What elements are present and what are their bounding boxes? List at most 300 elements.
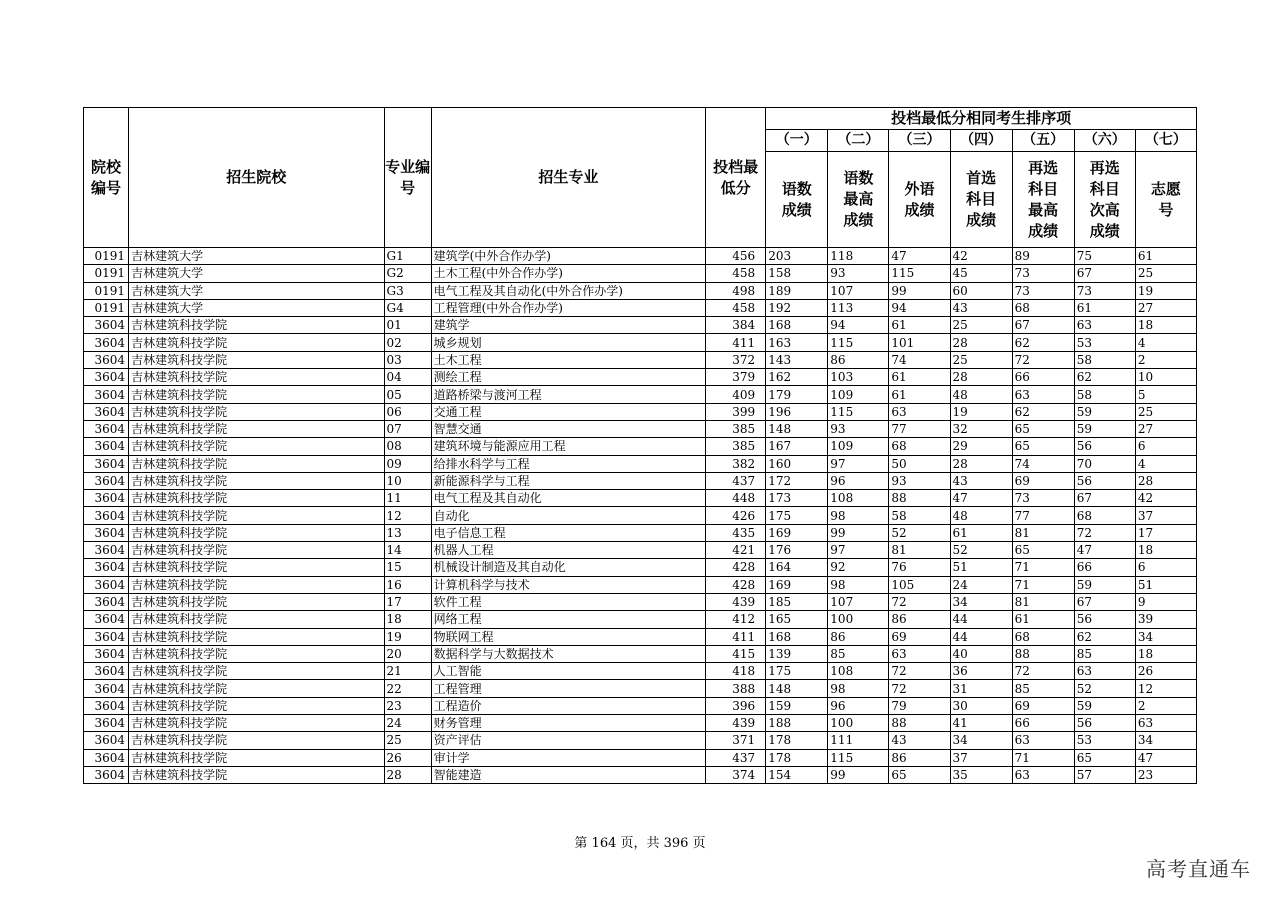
major-code-cell: 17 (384, 593, 431, 610)
score-elective-second-cell: 68 (1074, 507, 1135, 524)
score-foreign-language-cell: 94 (889, 299, 950, 316)
school-name-cell: 吉林建筑大学 (129, 248, 384, 265)
school-name-cell: 吉林建筑科技学院 (129, 611, 384, 628)
score-foreign-language-cell: 74 (889, 351, 950, 368)
volunteer-number-cell: 10 (1135, 369, 1196, 386)
score-foreign-language-cell: 99 (889, 282, 950, 299)
score-first-subject-cell: 30 (950, 697, 1012, 714)
school-name-cell: 吉林建筑科技学院 (129, 645, 384, 662)
score-elective-max-cell: 63 (1012, 732, 1074, 749)
score-chinese-math-max-cell: 93 (828, 265, 889, 282)
header-tie-break-title: 投档最低分相同考生排序项 (766, 108, 1197, 130)
score-chinese-math-cell: 169 (766, 576, 828, 593)
header-order-name: 再选科目最高成绩 (1012, 152, 1074, 248)
school-name-cell: 吉林建筑科技学院 (129, 351, 384, 368)
volunteer-number-cell: 51 (1135, 576, 1196, 593)
min-score-cell: 458 (706, 299, 766, 316)
min-score-cell: 388 (706, 680, 766, 697)
min-score-cell: 428 (706, 559, 766, 576)
score-chinese-math-max-cell: 103 (828, 369, 889, 386)
min-score-cell: 448 (706, 490, 766, 507)
score-foreign-language-cell: 63 (889, 403, 950, 420)
min-score-cell: 409 (706, 386, 766, 403)
major-code-cell: 05 (384, 386, 431, 403)
volunteer-number-cell: 61 (1135, 248, 1196, 265)
major-name-cell: 城乡规划 (431, 334, 705, 351)
header-order-label: （四） (950, 130, 1012, 152)
school-code-cell: 3604 (84, 645, 129, 662)
volunteer-number-cell: 63 (1135, 715, 1196, 732)
major-code-cell: 07 (384, 420, 431, 437)
score-foreign-language-cell: 58 (889, 507, 950, 524)
major-code-cell: 19 (384, 628, 431, 645)
score-elective-max-cell: 65 (1012, 420, 1074, 437)
major-code-cell: 21 (384, 663, 431, 680)
header-order-name: 语数成绩 (766, 152, 828, 248)
volunteer-number-cell: 34 (1135, 732, 1196, 749)
score-first-subject-cell: 60 (950, 282, 1012, 299)
score-chinese-math-max-cell: 107 (828, 282, 889, 299)
score-first-subject-cell: 36 (950, 663, 1012, 680)
score-foreign-language-cell: 43 (889, 732, 950, 749)
table-row (84, 697, 1197, 714)
header-order-name: 语数最高成绩 (828, 152, 889, 248)
admission-table-container (83, 107, 1197, 784)
score-elective-max-cell: 69 (1012, 472, 1074, 489)
score-elective-max-cell: 66 (1012, 715, 1074, 732)
score-elective-second-cell: 59 (1074, 576, 1135, 593)
major-code-cell: 23 (384, 697, 431, 714)
major-code-cell: 24 (384, 715, 431, 732)
score-foreign-language-cell: 93 (889, 472, 950, 489)
school-name-cell: 吉林建筑科技学院 (129, 420, 384, 437)
score-chinese-math-max-cell: 109 (828, 386, 889, 403)
score-elective-second-cell: 56 (1074, 472, 1135, 489)
score-chinese-math-max-cell: 115 (828, 403, 889, 420)
score-chinese-math-cell: 148 (766, 680, 828, 697)
school-name-cell: 吉林建筑科技学院 (129, 593, 384, 610)
score-elective-max-cell: 77 (1012, 507, 1074, 524)
score-elective-max-cell: 72 (1012, 351, 1074, 368)
major-code-cell: G4 (384, 299, 431, 316)
major-name-cell: 智能建造 (431, 766, 705, 783)
major-name-cell: 建筑环境与能源应用工程 (431, 438, 705, 455)
major-code-cell: 03 (384, 351, 431, 368)
min-score-cell: 396 (706, 697, 766, 714)
school-code-cell: 3604 (84, 334, 129, 351)
score-first-subject-cell: 29 (950, 438, 1012, 455)
score-chinese-math-cell: 159 (766, 697, 828, 714)
table-row (84, 663, 1197, 680)
min-score-cell: 456 (706, 248, 766, 265)
score-foreign-language-cell: 76 (889, 559, 950, 576)
volunteer-number-cell: 6 (1135, 438, 1196, 455)
table-row (84, 766, 1197, 783)
score-elective-second-cell: 65 (1074, 749, 1135, 766)
major-name-cell: 工程造价 (431, 697, 705, 714)
score-elective-second-cell: 75 (1074, 248, 1135, 265)
major-code-cell: 12 (384, 507, 431, 524)
major-name-cell: 建筑学(中外合作办学) (431, 248, 705, 265)
score-foreign-language-cell: 81 (889, 542, 950, 559)
header-order-name: 志愿号 (1135, 152, 1196, 248)
score-foreign-language-cell: 79 (889, 697, 950, 714)
score-elective-second-cell: 62 (1074, 369, 1135, 386)
score-foreign-language-cell: 115 (889, 265, 950, 282)
score-elective-second-cell: 53 (1074, 334, 1135, 351)
score-elective-second-cell: 59 (1074, 403, 1135, 420)
score-foreign-language-cell: 61 (889, 369, 950, 386)
min-score-cell: 379 (706, 369, 766, 386)
score-elective-second-cell: 47 (1074, 542, 1135, 559)
header-order-label: （六） (1074, 130, 1135, 152)
min-score-cell: 435 (706, 524, 766, 541)
watermark: 高考直通车 (1146, 857, 1251, 881)
score-chinese-math-cell: 172 (766, 472, 828, 489)
school-name-cell: 吉林建筑科技学院 (129, 524, 384, 541)
min-score-cell: 439 (706, 593, 766, 610)
major-name-cell: 新能源科学与工程 (431, 472, 705, 489)
score-chinese-math-max-cell: 93 (828, 420, 889, 437)
score-first-subject-cell: 48 (950, 507, 1012, 524)
table-row (84, 265, 1197, 282)
score-elective-second-cell: 61 (1074, 299, 1135, 316)
score-elective-max-cell: 62 (1012, 403, 1074, 420)
school-name-cell: 吉林建筑科技学院 (129, 749, 384, 766)
table-row (84, 403, 1197, 420)
header-school-name: 招生院校 (129, 108, 384, 248)
score-first-subject-cell: 25 (950, 317, 1012, 334)
table-row (84, 749, 1197, 766)
header-major-name: 招生专业 (431, 108, 705, 248)
table-row (84, 369, 1197, 386)
score-chinese-math-cell: 154 (766, 766, 828, 783)
min-score-cell: 437 (706, 749, 766, 766)
score-elective-second-cell: 59 (1074, 420, 1135, 437)
score-elective-max-cell: 73 (1012, 282, 1074, 299)
score-elective-max-cell: 66 (1012, 369, 1074, 386)
score-chinese-math-cell: 178 (766, 749, 828, 766)
score-first-subject-cell: 31 (950, 680, 1012, 697)
table-row (84, 282, 1197, 299)
school-name-cell: 吉林建筑科技学院 (129, 334, 384, 351)
score-elective-second-cell: 63 (1074, 663, 1135, 680)
score-first-subject-cell: 28 (950, 334, 1012, 351)
score-elective-second-cell: 56 (1074, 438, 1135, 455)
score-elective-max-cell: 88 (1012, 645, 1074, 662)
volunteer-number-cell: 4 (1135, 455, 1196, 472)
score-foreign-language-cell: 65 (889, 766, 950, 783)
score-elective-second-cell: 53 (1074, 732, 1135, 749)
school-code-cell: 3604 (84, 420, 129, 437)
score-first-subject-cell: 19 (950, 403, 1012, 420)
score-chinese-math-max-cell: 108 (828, 490, 889, 507)
score-first-subject-cell: 47 (950, 490, 1012, 507)
school-code-cell: 3604 (84, 438, 129, 455)
table-row (84, 732, 1197, 749)
score-elective-max-cell: 65 (1012, 542, 1074, 559)
score-chinese-math-max-cell: 96 (828, 472, 889, 489)
score-elective-second-cell: 52 (1074, 680, 1135, 697)
table-row (84, 351, 1197, 368)
table-row (84, 542, 1197, 559)
major-code-cell: G2 (384, 265, 431, 282)
score-foreign-language-cell: 68 (889, 438, 950, 455)
volunteer-number-cell: 19 (1135, 282, 1196, 299)
score-elective-max-cell: 67 (1012, 317, 1074, 334)
table-row (84, 472, 1197, 489)
score-elective-second-cell: 62 (1074, 628, 1135, 645)
major-name-cell: 建筑学 (431, 317, 705, 334)
school-name-cell: 吉林建筑科技学院 (129, 507, 384, 524)
school-name-cell: 吉林建筑大学 (129, 265, 384, 282)
score-first-subject-cell: 28 (950, 455, 1012, 472)
school-code-cell: 3604 (84, 455, 129, 472)
school-name-cell: 吉林建筑科技学院 (129, 559, 384, 576)
score-elective-max-cell: 71 (1012, 576, 1074, 593)
score-elective-max-cell: 73 (1012, 265, 1074, 282)
table-row (84, 386, 1197, 403)
school-code-cell: 3604 (84, 732, 129, 749)
school-name-cell: 吉林建筑大学 (129, 282, 384, 299)
school-name-cell: 吉林建筑科技学院 (129, 732, 384, 749)
score-chinese-math-cell: 185 (766, 593, 828, 610)
volunteer-number-cell: 27 (1135, 299, 1196, 316)
score-elective-second-cell: 66 (1074, 559, 1135, 576)
school-code-cell: 3604 (84, 542, 129, 559)
school-code-cell: 3604 (84, 749, 129, 766)
major-code-cell: 10 (384, 472, 431, 489)
school-code-cell: 3604 (84, 507, 129, 524)
score-chinese-math-max-cell: 111 (828, 732, 889, 749)
score-foreign-language-cell: 61 (889, 317, 950, 334)
score-chinese-math-max-cell: 98 (828, 680, 889, 697)
score-chinese-math-max-cell: 118 (828, 248, 889, 265)
score-elective-max-cell: 68 (1012, 628, 1074, 645)
score-chinese-math-max-cell: 107 (828, 593, 889, 610)
score-chinese-math-cell: 167 (766, 438, 828, 455)
major-code-cell: G1 (384, 248, 431, 265)
header-school-code: 院校编号 (84, 108, 129, 248)
score-elective-max-cell: 81 (1012, 593, 1074, 610)
school-code-cell: 0191 (84, 282, 129, 299)
score-chinese-math-max-cell: 86 (828, 628, 889, 645)
major-name-cell: 工程管理(中外合作办学) (431, 299, 705, 316)
major-code-cell: 11 (384, 490, 431, 507)
score-chinese-math-max-cell: 100 (828, 715, 889, 732)
volunteer-number-cell: 9 (1135, 593, 1196, 610)
school-code-cell: 3604 (84, 317, 129, 334)
score-chinese-math-cell: 196 (766, 403, 828, 420)
score-chinese-math-cell: 173 (766, 490, 828, 507)
score-elective-second-cell: 67 (1074, 490, 1135, 507)
school-name-cell: 吉林建筑科技学院 (129, 386, 384, 403)
table-row (84, 317, 1197, 334)
volunteer-number-cell: 27 (1135, 420, 1196, 437)
score-elective-second-cell: 59 (1074, 697, 1135, 714)
score-elective-max-cell: 68 (1012, 299, 1074, 316)
school-code-cell: 3604 (84, 490, 129, 507)
score-foreign-language-cell: 77 (889, 420, 950, 437)
min-score-cell: 384 (706, 317, 766, 334)
school-code-cell: 3604 (84, 680, 129, 697)
score-foreign-language-cell: 69 (889, 628, 950, 645)
school-code-cell: 3604 (84, 524, 129, 541)
volunteer-number-cell: 26 (1135, 663, 1196, 680)
score-elective-max-cell: 81 (1012, 524, 1074, 541)
score-elective-max-cell: 73 (1012, 490, 1074, 507)
score-first-subject-cell: 28 (950, 369, 1012, 386)
table-row (84, 455, 1197, 472)
score-chinese-math-cell: 175 (766, 507, 828, 524)
score-chinese-math-cell: 175 (766, 663, 828, 680)
volunteer-number-cell: 5 (1135, 386, 1196, 403)
score-chinese-math-max-cell: 98 (828, 507, 889, 524)
school-name-cell: 吉林建筑科技学院 (129, 576, 384, 593)
score-foreign-language-cell: 50 (889, 455, 950, 472)
volunteer-number-cell: 23 (1135, 766, 1196, 783)
score-chinese-math-cell: 148 (766, 420, 828, 437)
score-elective-max-cell: 62 (1012, 334, 1074, 351)
score-foreign-language-cell: 86 (889, 749, 950, 766)
score-elective-second-cell: 85 (1074, 645, 1135, 662)
min-score-cell: 439 (706, 715, 766, 732)
score-foreign-language-cell: 88 (889, 490, 950, 507)
score-chinese-math-cell: 189 (766, 282, 828, 299)
score-chinese-math-max-cell: 97 (828, 542, 889, 559)
major-name-cell: 软件工程 (431, 593, 705, 610)
school-code-cell: 0191 (84, 265, 129, 282)
score-elective-second-cell: 63 (1074, 317, 1135, 334)
volunteer-number-cell: 25 (1135, 403, 1196, 420)
school-code-cell: 3604 (84, 403, 129, 420)
score-chinese-math-max-cell: 97 (828, 455, 889, 472)
table-row (84, 715, 1197, 732)
score-elective-max-cell: 61 (1012, 611, 1074, 628)
score-foreign-language-cell: 88 (889, 715, 950, 732)
volunteer-number-cell: 39 (1135, 611, 1196, 628)
score-elective-second-cell: 58 (1074, 351, 1135, 368)
score-elective-second-cell: 67 (1074, 593, 1135, 610)
table-row (84, 628, 1197, 645)
volunteer-number-cell: 2 (1135, 351, 1196, 368)
major-code-cell: 09 (384, 455, 431, 472)
score-first-subject-cell: 44 (950, 628, 1012, 645)
score-first-subject-cell: 43 (950, 472, 1012, 489)
score-chinese-math-cell: 168 (766, 317, 828, 334)
score-first-subject-cell: 61 (950, 524, 1012, 541)
table-row (84, 248, 1197, 265)
school-name-cell: 吉林建筑科技学院 (129, 455, 384, 472)
score-first-subject-cell: 41 (950, 715, 1012, 732)
score-first-subject-cell: 32 (950, 420, 1012, 437)
header-order-label: （三） (889, 130, 950, 152)
table-row (84, 334, 1197, 351)
min-score-cell: 498 (706, 282, 766, 299)
score-chinese-math-cell: 163 (766, 334, 828, 351)
score-first-subject-cell: 40 (950, 645, 1012, 662)
header-major-code: 专业编号 (384, 108, 431, 248)
major-name-cell: 电气工程及其自动化(中外合作办学) (431, 282, 705, 299)
major-code-cell: 02 (384, 334, 431, 351)
score-foreign-language-cell: 47 (889, 248, 950, 265)
school-name-cell: 吉林建筑大学 (129, 299, 384, 316)
table-row (84, 524, 1197, 541)
major-name-cell: 电子信息工程 (431, 524, 705, 541)
major-name-cell: 土木工程(中外合作办学) (431, 265, 705, 282)
score-first-subject-cell: 35 (950, 766, 1012, 783)
school-code-cell: 3604 (84, 369, 129, 386)
score-chinese-math-cell: 178 (766, 732, 828, 749)
score-chinese-math-max-cell: 86 (828, 351, 889, 368)
volunteer-number-cell: 37 (1135, 507, 1196, 524)
score-elective-second-cell: 56 (1074, 715, 1135, 732)
major-name-cell: 测绘工程 (431, 369, 705, 386)
school-name-cell: 吉林建筑科技学院 (129, 369, 384, 386)
score-chinese-math-max-cell: 113 (828, 299, 889, 316)
volunteer-number-cell: 47 (1135, 749, 1196, 766)
major-name-cell: 数据科学与大数据技术 (431, 645, 705, 662)
score-foreign-language-cell: 101 (889, 334, 950, 351)
major-name-cell: 给排水科学与工程 (431, 455, 705, 472)
score-chinese-math-max-cell: 109 (828, 438, 889, 455)
header-min-score: 投档最低分 (706, 108, 766, 248)
score-elective-second-cell: 57 (1074, 766, 1135, 783)
min-score-cell: 411 (706, 628, 766, 645)
min-score-cell: 428 (706, 576, 766, 593)
page-footer: 第 164 页，共 396 页 (574, 836, 706, 851)
score-elective-second-cell: 72 (1074, 524, 1135, 541)
min-score-cell: 418 (706, 663, 766, 680)
school-name-cell: 吉林建筑科技学院 (129, 490, 384, 507)
table-row (84, 559, 1197, 576)
major-code-cell: 13 (384, 524, 431, 541)
score-elective-max-cell: 85 (1012, 680, 1074, 697)
major-name-cell: 电气工程及其自动化 (431, 490, 705, 507)
volunteer-number-cell: 42 (1135, 490, 1196, 507)
school-code-cell: 3604 (84, 351, 129, 368)
school-name-cell: 吉林建筑科技学院 (129, 697, 384, 714)
major-name-cell: 审计学 (431, 749, 705, 766)
score-chinese-math-cell: 168 (766, 628, 828, 645)
school-name-cell: 吉林建筑科技学院 (129, 438, 384, 455)
major-code-cell: 06 (384, 403, 431, 420)
score-chinese-math-cell: 164 (766, 559, 828, 576)
score-chinese-math-max-cell: 96 (828, 697, 889, 714)
score-foreign-language-cell: 61 (889, 386, 950, 403)
volunteer-number-cell: 18 (1135, 317, 1196, 334)
major-code-cell: 01 (384, 317, 431, 334)
score-elective-second-cell: 67 (1074, 265, 1135, 282)
major-name-cell: 网络工程 (431, 611, 705, 628)
score-chinese-math-max-cell: 115 (828, 749, 889, 766)
school-name-cell: 吉林建筑科技学院 (129, 715, 384, 732)
major-code-cell: 15 (384, 559, 431, 576)
min-score-cell: 412 (706, 611, 766, 628)
score-first-subject-cell: 52 (950, 542, 1012, 559)
min-score-cell: 415 (706, 645, 766, 662)
school-name-cell: 吉林建筑科技学院 (129, 663, 384, 680)
score-chinese-math-cell: 179 (766, 386, 828, 403)
score-chinese-math-max-cell: 115 (828, 334, 889, 351)
major-name-cell: 机械设计制造及其自动化 (431, 559, 705, 576)
min-score-cell: 374 (706, 766, 766, 783)
school-code-cell: 3604 (84, 559, 129, 576)
score-elective-max-cell: 69 (1012, 697, 1074, 714)
major-name-cell: 人工智能 (431, 663, 705, 680)
table-row (84, 438, 1197, 455)
major-name-cell: 土木工程 (431, 351, 705, 368)
